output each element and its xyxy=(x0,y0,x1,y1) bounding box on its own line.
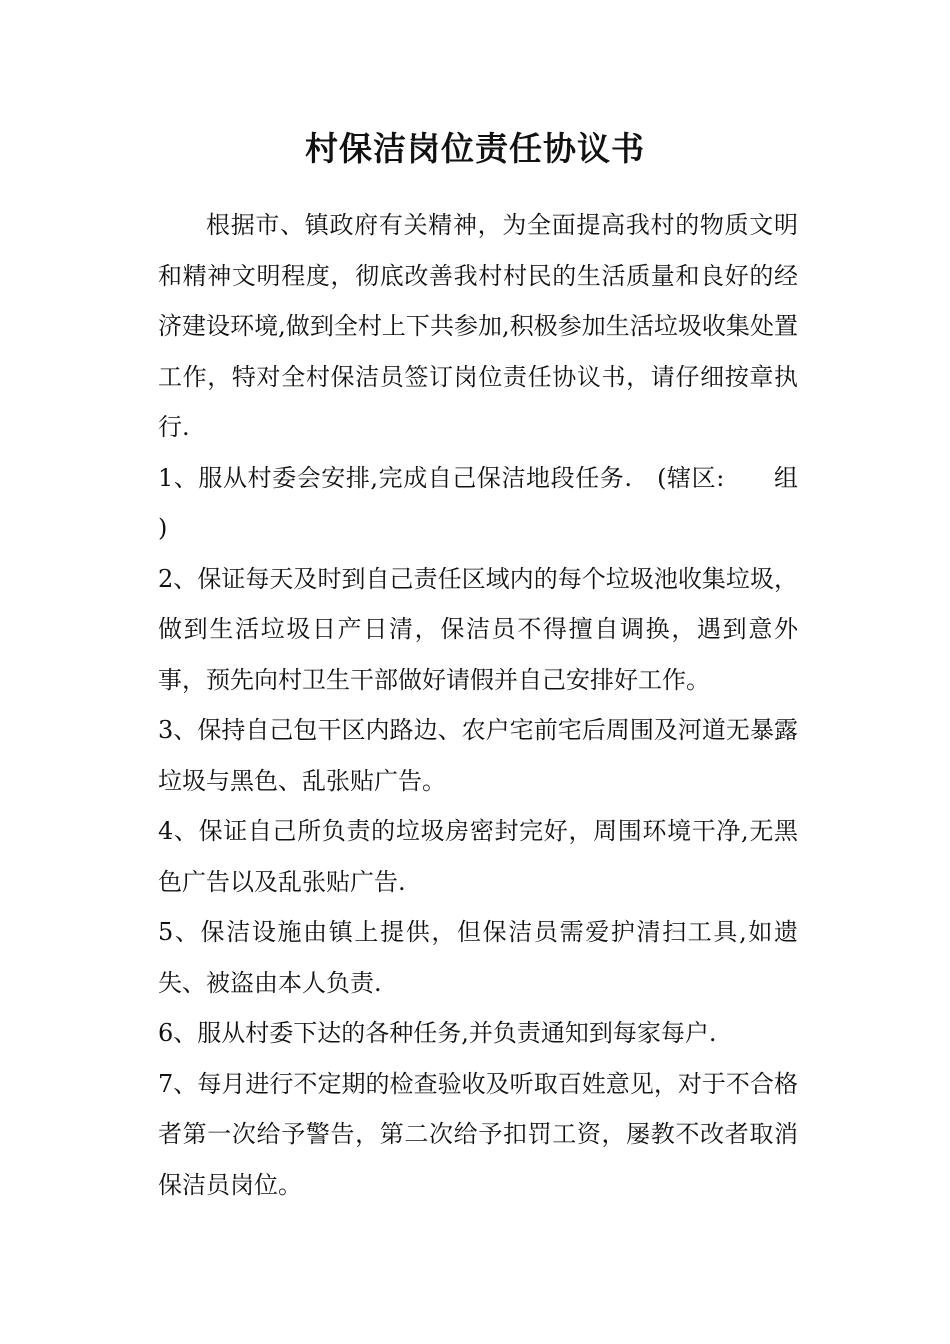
intro-paragraph: 根据市、镇政府有关精神，为全面提高我村的物质文明和精神文明程度，彻底改善我村村民的生活质量和良好的经济建设环境,做到全村上下共参加,积极参加生活垃圾收集处置工作，特对全村保洁员签订岗位责任协议书，请仔细按章执行. xyxy=(158,211,798,441)
clause-5: 5、保洁设施由镇上提供，但保洁员需爱护清扫工具,如遗失、被盗由本人负责. xyxy=(158,918,798,997)
clause-3: 3、保持自己包干区内路边、农户宅前宅后周围及河道无暴露垃圾与黑色、乱张贴广告。 xyxy=(158,716,798,795)
clause-1: 1、服从村委会安排,完成自己保洁地段任务. (辖区: 组 ) xyxy=(158,463,798,542)
clause-4: 4、保证自己所负责的垃圾房密封完好，周围环境干净,无黑色广告以及乱张贴广告. xyxy=(158,817,798,896)
document-body xyxy=(158,200,798,1210)
clause-6: 6、服从村委下达的各种任务,并负责通知到每家每户. xyxy=(158,1019,717,1047)
clause-7: 7、每月进行不定期的检查验收及听取百姓意见，对于不合格者第一次给予警告，第二次给予扣罚工资，屡教不改者取消保洁员岗位。 xyxy=(158,1069,798,1199)
document-title: 村保洁岗位责任协议书 xyxy=(305,129,645,168)
clause-2: 2、保证每天及时到自己责任区域内的每个垃圾池收集垃圾，做到生活垃圾日产日清，保洁员不得擅自调换，遇到意外事，预先向村卫生干部做好请假并自己安排好工作。 xyxy=(158,564,798,694)
